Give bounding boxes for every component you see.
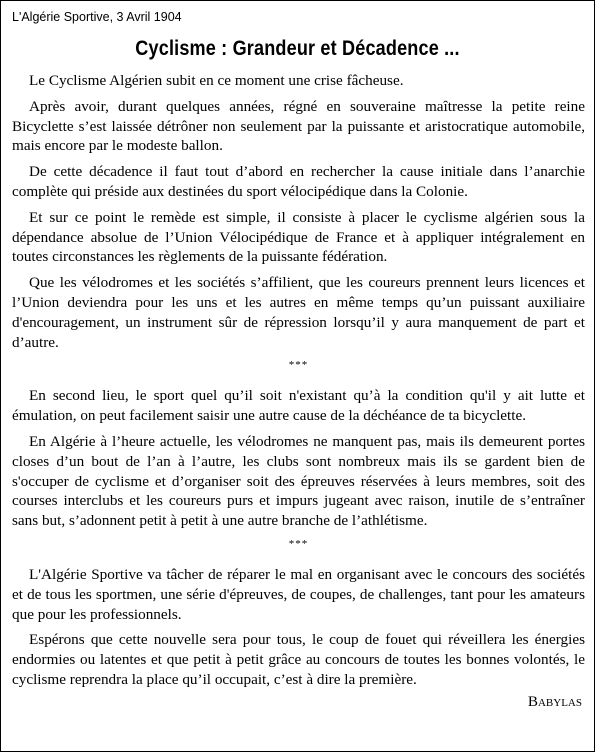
newspaper-source: L'Algérie Sportive, 3 Avril 1904 bbox=[12, 10, 182, 24]
paragraph: Que les vélodromes et les sociétés s’affilient, que les coureurs prennent leurs licences et l’Union deviendra pour les uns et les autres en même temps qu’un puissant auxiliaire d'encouragement, un instrument sûr de répression lorsqu’il y aura manquement de part et d’autre. bbox=[12, 274, 585, 351]
paragraph: Et sur ce point le remède est simple, il consiste à placer le cyclisme algérien sous la dépendance absolue de l’Union Vélocipédique de France et à appliquer intégralement en toutes circonstances les règlements de la puissante fédération. bbox=[12, 208, 585, 266]
paragraph: L'Algérie Sportive va tâcher de réparer le mal en organisant avec le concours des sociétés et de tous les sportmen, une série d'épreuves, de coupes, de challenges, tant pour les amateurs que pour les professionnels. bbox=[12, 565, 585, 623]
article-body bbox=[12, 71, 585, 712]
paragraph: Le Cyclisme Algérien subit en ce moment une crise fâcheuse. bbox=[29, 72, 404, 89]
section-separator: *** bbox=[288, 359, 309, 372]
section-separator: *** bbox=[288, 537, 309, 550]
article-title: Cyclisme : Grandeur et Décadence ... bbox=[135, 37, 460, 60]
author-signature: Babylas bbox=[527, 692, 582, 710]
paragraph: En second lieu, le sport quel qu’il soit n'existant qu’à la condition qu'il y ait lutte et émulation, on peut facilement saisir une autre cause de la déchéance de ta bicyclette. bbox=[12, 387, 585, 425]
paragraph: En Algérie à l’heure actuelle, les vélodromes ne manquent pas, mais ils demeurent portes closes d’un bout de l’an à l’autre, les clubs sont nombreux mais ils se gardent bien de s'occuper de cyclisme et d’organiser soit des épreuves réservées à leurs membres, soit des courses interclubs et les coureurs purs et impurs jugeant avec raison, inutile de s’entraîner sans but, s’adonnent petit à petit à une autre branche de l’athlétisme. bbox=[12, 432, 585, 530]
paragraph: De cette décadence il faut tout d’abord en rechercher la cause initiale dans l’anarchie complète qui préside aux destinées du sport vélocipédique dans la Colonie. bbox=[12, 163, 585, 200]
paragraph: Après avoir, durant quelques années, régné en souveraine maîtresse la petite reine Bicyclette s’est laissée détrôner non seulement par la puissante et aristocratique automobile, mais encore par le modeste ballon. bbox=[12, 97, 585, 155]
paragraph: Espérons que cette nouvelle sera pour tous, le coup de fouet qui réveillera les énergies endormies ou latentes et que petit à petit grâce au concours de toutes les bonnes volontés, le cyclisme reprendra la place qu’il occupait, c’est à dire la première. bbox=[12, 631, 585, 688]
